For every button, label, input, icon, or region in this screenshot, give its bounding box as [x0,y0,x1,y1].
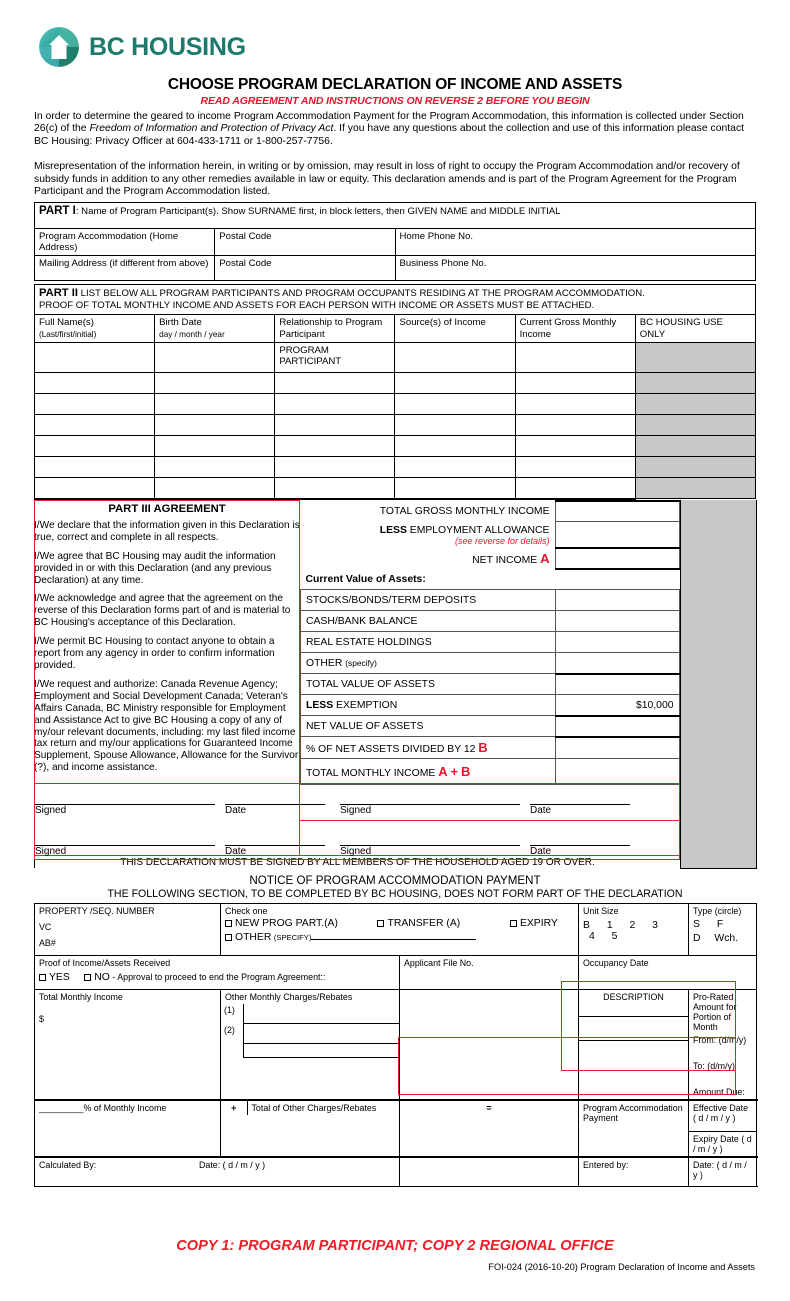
dollar-sign: $ [39,1013,44,1024]
date-label: Date [225,805,247,817]
privacy-act-name: Freedom of Information and Protection of Privacy Act [89,123,334,135]
type-wch[interactable]: Wch. [714,932,739,944]
notice-subtitle: THE FOLLOWING SECTION, TO BE COMPLETED BY BC HOUSING, DOES NOT FORM PART OF THE DECLARATION [107,887,683,900]
pct-net-assets-text: % OF NET ASSETS DIVIDED BY 12 [306,744,476,756]
checkbox-transfer-icon[interactable] [377,920,384,927]
less-employment-allowance-label [301,522,556,548]
col-header-full-name [35,315,155,343]
bc-housing-use-cell [635,373,755,394]
part3-paragraph: I/We agree that BC Housing may audit the information provided in or with this Declaration (and any previous Declaration) at any time. [34,550,276,586]
page-subtitle: READ AGREEMENT AND INSTRUCTIONS ON REVERSE 2 BEFORE YOU BEGIN [200,95,590,107]
program-accom-payment-label: Program Accommodation Payment [583,1102,683,1123]
exemption-amount: $10,000 [555,695,679,716]
part3-paragraph: I/We declare that the information given in this Declaration is true, correct and complete in all respects. [34,519,300,543]
gross-income-cell[interactable] [515,394,635,415]
page-title: CHOOSE PROGRAM DECLARATION OF INCOME AND ASSETS [167,76,623,93]
total-monthly-income-admin-label: Total Monthly Income [39,991,123,1002]
source-income-cell[interactable] [395,373,515,394]
part2-table [34,284,756,500]
calculation-block [300,500,680,786]
total-gross-income-label: TOTAL GROSS MONTHLY INCOME [379,505,550,517]
postal-code-label-2: Postal Code [219,258,272,270]
charge-1-label: (1) [224,1004,235,1015]
type-d[interactable]: D [693,932,701,944]
col-header-birth-date [155,315,275,343]
table-row [35,373,756,394]
name-cell[interactable] [35,478,155,499]
amount-due-label[interactable]: Amount Due: [693,1086,745,1097]
source-income-cell[interactable] [395,415,515,436]
birth-date-cell[interactable] [155,457,275,478]
checkbox-proof-yes-icon[interactable] [39,974,46,981]
intro-p1-b: . If you have any questions about the collection and use of this information please contact BC Housing: Privacy Officer at 604-433-1711 or 1-800-257-7756. [34,123,745,147]
signature-block [35,785,681,868]
charge-2-input[interactable] [243,1024,399,1044]
net-income-marker-a: A [540,550,550,566]
col-header-relationship [275,315,395,343]
less-employment-allowance-value[interactable] [555,522,679,548]
name-cell[interactable] [35,436,155,457]
equals-operator: = [400,1100,579,1157]
intro-p1-a: In order to determine the geared to income Program Accommodation Payment for the Program Accommodation, this information is collected under Section 26(c) of the [34,111,744,135]
signed-label: Signed [340,805,372,817]
part2-title-line1: LIST BELOW ALL PROGRAM PARTICIPANTS AND PROGRAM OCCUPANTS RESIDING AT THE PROGRAM ACCOMMODATION. [80,288,645,300]
part2-label: PART II [39,287,78,300]
checkbox-expiry-icon[interactable] [510,920,517,927]
charge-3-input[interactable] [243,1044,399,1058]
table-row [35,415,756,436]
total-value-assets-value[interactable] [555,674,679,695]
checkbox-new-prog-part-icon[interactable] [225,920,232,927]
option-new-prog-part[interactable] [225,918,375,929]
bc-housing-use-cell [635,343,755,373]
total-marker-b: B [460,764,471,780]
source-income-cell[interactable] [395,478,515,499]
signature-line[interactable] [35,826,215,846]
relationship-cell[interactable] [275,478,395,499]
relationship-cell[interactable] [275,415,395,436]
name-cell[interactable] [35,457,155,478]
gross-income-cell[interactable] [515,415,635,436]
name-cell[interactable] [35,343,155,373]
applicant-file-cell[interactable] [400,955,579,989]
option-expiry[interactable] [510,918,558,929]
copy-distribution-note: COPY 1: PROGRAM PARTICIPANT; COPY 2 REGIONAL OFFICE [176,1238,614,1254]
relationship-cell[interactable] [275,373,395,394]
col-header-source-income [395,315,515,343]
col-full-name-main: Full Name(s) [39,317,94,329]
exemption-text: EXEMPTION [333,699,398,711]
name-cell[interactable] [35,415,155,436]
other-charges-label: Other Monthly Charges/Rebates [225,991,353,1002]
admin-section-table [34,903,757,1188]
table-row [35,478,756,499]
applicant-file-label: Applicant File No. [404,957,474,968]
gross-income-cell[interactable] [515,436,635,457]
cash-bank-value[interactable] [555,611,679,632]
mailing-address-field[interactable] [35,256,215,281]
to-date-label[interactable]: To: (d/m/y) [693,1060,735,1071]
col-full-name-sub: (Last/first/initial) [39,329,97,339]
pct-monthly-income-label: % of Monthly Income [83,1102,167,1113]
option-expiry-label: EXPIRY [519,917,558,929]
home-phone-field[interactable] [395,229,756,256]
signed-label: Signed [340,846,372,858]
date-label: Date [530,805,552,817]
option-other[interactable] [225,931,574,943]
plus-and-total-charges-cell [221,1100,400,1157]
pct-marker-b: B [478,740,488,756]
birth-date-cell[interactable] [155,394,275,415]
see-reverse-note: (see reverse for details) [454,535,550,546]
part3-paragraph: I/We permit BC Housing to contact anyone to obtain a report from any agency in order to confirm information provided. [34,636,275,671]
bc-housing-use-column-bottom [681,785,757,868]
net-income-value[interactable] [555,548,679,569]
bc-housing-use-cell [635,394,755,415]
col-gross-income-main: Current Gross Monthly Income [519,317,617,340]
date-line[interactable] [530,785,630,805]
part1-header-cell [35,203,756,229]
net-income-text: NET INCOME [472,554,538,566]
charge-1-input[interactable] [243,1004,399,1024]
part2-title-line2: PROOF OF TOTAL MONTHLY INCOME AND ASSETS FOR EACH PERSON WITH INCOME OR ASSETS MUST BE ATTACHED. [39,300,595,312]
option-transfer-label: TRANSFER (A) [387,917,461,929]
type-s[interactable]: S [693,918,700,930]
other-text: OTHER [306,657,343,669]
pct-net-assets-label [301,737,556,759]
type-f[interactable]: F [716,918,724,930]
total-marker-plus: + [450,764,459,780]
col-birth-date-main: Birth Date [159,317,202,329]
occupancy-date-cell[interactable] [579,955,757,989]
description-input-2[interactable] [579,1040,688,1054]
intro-paragraph-2: Misrepresentation of the information herein, in writing or by omission, may result in loss of right to occupy the Program Accommodation and/or recovery of subsidy funds in addition to any other remedies available in law or equity. This declaration amends and is part of the Program Agreement for the Program Participant and the Program Accommodation listed. [34,161,740,198]
part1-label: PART I [39,205,76,218]
gross-income-cell[interactable] [515,373,635,394]
employment-allowance-text: EMPLOYMENT ALLOWANCE [406,524,550,536]
table-row [35,343,756,373]
total-value-assets-label: TOTAL VALUE OF ASSETS [301,674,556,695]
other-assets-label [301,653,556,674]
net-income-label [301,548,556,569]
gross-income-cell[interactable] [515,343,635,373]
program-accom-payment-cell[interactable] [579,1100,689,1157]
spacer-cell-2 [400,1157,579,1187]
entered-date-label: Date: ( d / m / y ) [693,1159,747,1180]
source-income-cell[interactable] [395,436,515,457]
table-row [35,457,756,478]
proof-income-cell [35,955,400,989]
other-specify-hint: (specify) [345,657,377,668]
current-value-assets-heading: Current Value of Assets: [305,573,426,585]
home-address-label: Program Accommodation (Home Address) [39,231,179,254]
part3-agreement-block [34,500,300,786]
entered-by-cell[interactable] [579,1157,689,1187]
bc-housing-use-column [680,500,756,786]
unit-size-label: Unit Size [583,905,619,916]
postal-code-field-2[interactable] [215,256,395,281]
proof-note: - Approval to proceed to end the Program Agreement:: [112,971,326,982]
total-monthly-income-admin-cell[interactable] [35,989,221,1100]
entered-by-label: Entered by: [583,1159,629,1170]
prorated-cell [689,989,757,1100]
source-income-cell[interactable] [395,457,515,478]
calculated-by-label[interactable]: Calculated By: [39,1159,97,1170]
cash-bank-label: CASH/BANK BALANCE [301,611,556,632]
bc-housing-use-cell [635,457,755,478]
proof-income-label: Proof of Income/Assets Received [39,957,171,968]
date-line[interactable] [225,826,325,846]
check-one-cell [221,903,579,955]
name-cell[interactable] [35,373,155,394]
net-value-assets-value[interactable] [555,716,679,737]
bc-housing-use-cell [635,478,755,499]
proof-yes-label: YES [49,971,70,983]
entered-date-cell[interactable] [689,1157,757,1187]
unit-size-cell[interactable] [579,903,689,955]
calculation-table [300,500,680,786]
postal-code-field-1[interactable] [215,229,395,256]
notice-title: NOTICE OF PROGRAM ACCOMMODATION PAYMENT [249,873,541,887]
type-row-1[interactable] [693,919,752,930]
intro-paragraph-1 [0,111,790,148]
mailing-address-label: Mailing Address (if different from above) [39,258,209,270]
spacer-cell [400,989,579,1100]
relationship-cell: PROGRAM PARTICIPANT [275,343,395,373]
description-cell [579,989,689,1100]
source-income-cell[interactable] [395,394,515,415]
unit-size-b[interactable]: B [583,919,594,931]
option-new-prog-part-label: NEW PROG PART.(A) [235,917,338,929]
unit-size-values[interactable] [583,920,684,942]
description-input-1[interactable] [579,1016,688,1040]
type-label: Type (circle) [693,905,742,916]
occupancy-date-label: Occupancy Date [583,957,649,968]
postal-code-label-1: Postal Code [219,231,272,243]
prorated-label: Pro-Rated Amount for Portion of Month [693,991,737,1032]
expiry-date-label[interactable]: Expiry Date ( d / m / y ) [689,1131,756,1156]
signature-line[interactable] [340,785,520,805]
real-estate-label: REAL ESTATE HOLDINGS [301,632,556,653]
part1-table [34,202,756,281]
unit-size-4[interactable]: 4 [589,930,599,942]
col-header-gross-income [515,315,635,343]
business-phone-field[interactable] [395,256,756,281]
type-circle-cell[interactable] [689,903,757,955]
from-date-label[interactable]: From: (d/m/y) [693,1034,747,1045]
brand-name: BC HOUSING [89,32,246,61]
table-row [35,436,756,457]
part1-instruction: : Name of Program Participant(s). Show SURNAME first, in block letters, then GIVEN NAME and MIDDLE INITIAL [75,206,561,218]
plus-operator: + [221,1101,247,1115]
pct-blank[interactable]: _________ [39,1102,84,1113]
gross-income-cell[interactable] [515,478,635,499]
signature-line[interactable] [340,826,520,846]
col-header-bc-housing-use [635,315,755,343]
checkbox-other-icon[interactable] [225,934,232,941]
signed-label: Signed [35,846,67,858]
form-id-footer: FOI-024 (2016-10-20) Program Declaration of Income and Assets [488,1262,755,1272]
home-phone-label: Home Phone No. [399,231,474,243]
type-row-2[interactable] [693,933,752,944]
other-charges-cell [221,989,400,1100]
col-birth-date-sub: day / month / year [159,329,225,339]
col-relationship-main: Relationship to Program Participant [279,317,383,340]
option-other-specify: (SPECIFY) [273,932,312,942]
part3-title: PART III AGREEMENT [108,502,226,515]
birth-date-cell[interactable] [155,373,275,394]
pct-monthly-income-cell[interactable] [35,1100,221,1157]
date-line[interactable] [530,826,630,846]
signed-label: Signed [35,805,67,817]
signature-line[interactable] [35,785,215,805]
property-seq-label: PROPERTY /SEQ. NUMBER [39,905,155,916]
property-seq-cell[interactable] [35,903,221,955]
calculated-date-label[interactable]: Date: ( d / m / y ) [199,1159,266,1170]
unit-size-5[interactable]: 5 [611,930,622,942]
date-line[interactable] [225,785,325,805]
part3-and-calculation-section [34,500,756,786]
date-label: Date [225,846,247,858]
bc-housing-use-cell [635,415,755,436]
part3-paragraph: I/We acknowledge and agree that the agreement on the reverse of this Declaration forms part of and is material to BC Housing's acceptance of this Declaration. [34,593,291,629]
option-other-label: OTHER [235,931,272,943]
other-assets-value[interactable] [555,653,679,674]
house-in-circle-logo-icon [38,26,80,68]
unit-size-3[interactable]: 3 [652,919,662,931]
real-estate-value[interactable] [555,632,679,653]
birth-date-cell[interactable] [155,436,275,457]
total-monthly-income-text: TOTAL MONTHLY INCOME [306,768,436,780]
vc-label: VC [39,921,52,932]
brand-header [0,0,790,68]
relationship-cell[interactable] [275,457,395,478]
signature-section [34,785,756,869]
stocks-bonds-label: STOCKS/BONDS/TERM DEPOSITS [301,590,556,611]
bc-housing-use-cell [635,436,755,457]
business-phone-label: Business Phone No. [399,258,487,270]
effective-date-label[interactable]: Effective Date ( d / m / y ) [693,1102,749,1123]
checkbox-proof-no-icon[interactable] [84,974,91,981]
home-address-field[interactable] [35,229,215,256]
date-label: Date [530,846,552,858]
check-one-label: Check one [225,905,268,916]
less-bold-2: LESS [306,699,334,711]
charge-2-label: (2) [224,1024,235,1035]
other-specify-input[interactable] [311,931,476,940]
proof-no-label: NO [94,971,110,983]
dates-cell [689,1100,757,1157]
source-income-cell[interactable] [395,343,515,373]
total-monthly-income-label [301,759,556,785]
total-gross-income-value[interactable] [555,501,679,522]
stocks-bonds-value[interactable] [555,590,679,611]
pct-net-assets-value[interactable] [555,737,679,759]
less-exemption-label [301,695,556,716]
option-transfer[interactable] [377,918,507,929]
signature-requirement-note: THIS DECLARATION MUST BE SIGNED BY ALL MEMBERS OF THE HOUSEHOLD AGED 19 OR OVER. [120,857,595,869]
part2-column-header-row [35,315,756,343]
birth-date-cell[interactable] [155,478,275,499]
part3-paragraph: I/We request and authorize: Canada Revenue Agency; Employment and Social Development Canada; Veteran's Affairs Canada, BC Ministry responsible for Employment and Assistance Act to give BC Housing a copy of any of my/our relevant documents, including: my last filed income tax return and my/our applications for Guaranteed Income Supplement, Spouse Allowance, Allowance for the Survivor (?), and income assistance. [34,678,299,774]
unit-size-1[interactable]: 1 [606,919,617,931]
unit-size-2[interactable]: 2 [629,919,640,931]
less-bold-1: LESS [379,524,407,536]
part2-header-cell [35,285,756,315]
total-other-charges-label: Total of Other Charges/Rebates [251,1102,377,1113]
name-cell[interactable] [35,394,155,415]
relationship-cell[interactable] [275,436,395,457]
calculated-by-cell [35,1157,400,1187]
relationship-cell[interactable] [275,394,395,415]
col-bc-housing-main: BC HOUSING USE ONLY [639,317,723,340]
net-value-assets-label: NET VALUE OF ASSETS [301,716,556,737]
gross-income-cell[interactable] [515,457,635,478]
total-monthly-income-value[interactable] [555,759,679,785]
col-source-income-main: Source(s) of Income [399,317,486,329]
table-row [35,394,756,415]
ab-label: AB# [39,937,56,948]
description-label: DESCRIPTION [603,991,664,1002]
birth-date-cell[interactable] [155,415,275,436]
total-marker-a: A [438,764,448,780]
birth-date-cell[interactable] [155,343,275,373]
